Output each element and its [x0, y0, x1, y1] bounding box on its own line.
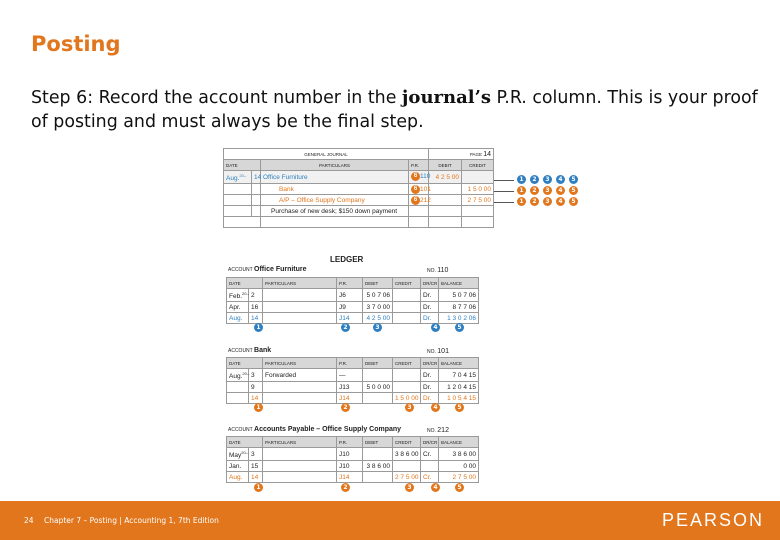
table-row [227, 313, 479, 324]
ledger-date-day: 3 [249, 448, 263, 461]
ledger-header-credit: CREDIT [393, 278, 421, 289]
ledger-date-month: Aug.$^{20--}$ [227, 369, 249, 382]
journal-date-day [252, 184, 261, 195]
account-number: 110 [437, 267, 449, 274]
journal-date-month [224, 195, 252, 206]
ledger-balance: 3 8 6 00 [439, 448, 479, 461]
ledger-header-pr: P.R. [337, 278, 363, 289]
account-name: Accounts Payable – Office Supply Company [254, 426, 402, 433]
ledger-pr: J14 [337, 393, 363, 404]
ledger-drcr: Dr. [421, 313, 439, 324]
ledger-pr: J6 [337, 289, 363, 302]
ledger-date-year: 20-- [242, 371, 250, 376]
journal-pr [409, 206, 429, 217]
ledger-credit: 3 8 6 00 [393, 448, 421, 461]
journal-arrow-markers-row-1 [517, 175, 582, 184]
journal-debit [429, 195, 462, 206]
arrow-line [494, 191, 514, 192]
body-text-pre: Step 6: Record the account number in the [31, 88, 402, 108]
slide-number: 24 [24, 516, 34, 525]
ledger-date-month: Apr. [227, 302, 249, 313]
ledger-header-balance: BALANCE [439, 358, 479, 369]
step-marker: 5 [569, 197, 578, 206]
ledger-balance: 2 7 5 00 [439, 472, 479, 483]
journal-arrow-markers-row-2 [517, 186, 582, 195]
ledger-date-day: 9 [249, 382, 263, 393]
table-row [227, 369, 479, 382]
ledger-particulars [263, 313, 337, 324]
ledger-drcr: Dr. [421, 393, 439, 404]
account-number: 101 [437, 348, 449, 355]
ledger-drcr: Dr. [421, 369, 439, 382]
step-marker: 3 [543, 175, 552, 184]
step-marker: 2 [530, 175, 539, 184]
journal-date-year: 20-- [239, 173, 247, 178]
ledger-debit: 5 0 7 06 [363, 289, 393, 302]
ledger-header-particulars: PARTICULARS [263, 437, 337, 448]
step-marker: 4 [556, 197, 565, 206]
table-row [227, 461, 479, 472]
ledger-date-day: 14 [249, 393, 263, 404]
journal-header-credit: CREDIT [462, 160, 494, 171]
ledger-date-day: 14 [249, 313, 263, 324]
general-journal [223, 148, 493, 230]
step-marker: 5 [455, 483, 464, 492]
step-marker: 2 [530, 186, 539, 195]
journal-row [224, 206, 494, 217]
journal-row [224, 195, 494, 206]
ledger-date-year: 20-- [242, 291, 250, 296]
body-text-post: P.R. column. This is your proof of posting and must always be the final step. [31, 88, 758, 132]
ledger-date-month [227, 382, 249, 393]
step-6-marker: 6 [411, 196, 420, 205]
step-marker: 1 [517, 186, 526, 195]
ledger-header-debit: DEBIT [363, 358, 393, 369]
journal-debit [429, 206, 462, 217]
ledger-drcr: Cr. [421, 472, 439, 483]
step-marker: 2 [341, 483, 350, 492]
ledger-header-particulars: PARTICULARS [263, 358, 337, 369]
table-row [227, 472, 479, 483]
step-marker: 4 [431, 323, 440, 332]
ledger-header-particulars: PARTICULARS [263, 278, 337, 289]
ledger-debit: 4 2 5 00 [363, 313, 393, 324]
step-marker: 1 [517, 197, 526, 206]
ledger-drcr [421, 461, 439, 472]
step-marker: 1 [254, 323, 263, 332]
ledger-header-debit: DEBIT [363, 278, 393, 289]
ledger-pr: — [337, 369, 363, 382]
ledger-header-date: DATE [227, 437, 263, 448]
account-header: ACCOUNT Office Furniture NO. 110 [228, 266, 449, 274]
ledger-date-month: Jan. [227, 461, 249, 472]
ledger-date-month [227, 393, 249, 404]
ledger-credit [393, 369, 421, 382]
journal-date-month [224, 206, 252, 217]
ledger-header-drcr: DR/CR [421, 437, 439, 448]
journal-page-label: PAGE [469, 151, 482, 157]
step-marker: 3 [405, 483, 414, 492]
ledger-account-payable [226, 436, 478, 483]
ledger-header-date: DATE [227, 278, 263, 289]
slide-body [31, 86, 761, 134]
step-6-marker: 6 [411, 172, 420, 181]
ledger-date-year: 20-- [241, 450, 249, 455]
step-marker: 4 [556, 186, 565, 195]
ledger-date-day: 15 [249, 461, 263, 472]
journal-particulars: Purchase of new desk; $150 down payment [261, 206, 409, 217]
ledger-pr: J9 [337, 302, 363, 313]
journal-header-date: DATE [224, 160, 261, 171]
journal-pr: 6 110 [409, 171, 429, 184]
ledger-balance: 1 2 0 4 15 [439, 382, 479, 393]
ledger-balance: 1 0 5 4 15 [439, 393, 479, 404]
journal-credit: 2 7 5 00 [462, 195, 494, 206]
ledger-particulars [263, 461, 337, 472]
ledger-date-month: Aug. [227, 472, 249, 483]
journal-header-debit: DEBIT [429, 160, 462, 171]
journal-credit [462, 206, 494, 217]
ledger-debit: 5 0 0 00 [363, 382, 393, 393]
ledger-date-day: 14 [249, 472, 263, 483]
ledger-title: LEDGER [330, 255, 364, 264]
ledger-credit [393, 302, 421, 313]
journal-debit [429, 184, 462, 195]
ledger-debit [363, 472, 393, 483]
ledger-particulars [263, 448, 337, 461]
table-row [227, 393, 479, 404]
ledger-header-pr: P.R. [337, 358, 363, 369]
ledger-particulars [263, 472, 337, 483]
ledger-header-pr: P.R. [337, 437, 363, 448]
arrow-line [494, 180, 514, 181]
ledger-date-month: May$^{20--}$ [227, 448, 249, 461]
journal-row [224, 171, 494, 184]
ledger-pr: J10 [337, 461, 363, 472]
ledger-header-debit: DEBIT [363, 437, 393, 448]
step-marker: 1 [517, 175, 526, 184]
ledger-header-balance: BALANCE [439, 278, 479, 289]
journal-title: GENERAL JOURNAL [304, 151, 348, 157]
body-text-bold: journal’s [401, 87, 491, 108]
ledger-header-balance: BALANCE [439, 437, 479, 448]
ledger-drcr: Dr. [421, 382, 439, 393]
journal-credit [462, 171, 494, 184]
ledger-header-drcr: DR/CR [421, 278, 439, 289]
journal-header-particulars: PARTICULARS [261, 160, 409, 171]
ledger-balance: 7 0 4 15 [439, 369, 479, 382]
step-marker: 3 [543, 186, 552, 195]
account-number: 212 [437, 427, 449, 434]
step-marker: 5 [455, 323, 464, 332]
ledger-credit [393, 461, 421, 472]
ledger-particulars: Forwarded [263, 369, 337, 382]
step-marker: 5 [569, 186, 578, 195]
account-header: ACCOUNT Bank NO. 101 [228, 347, 449, 355]
table-row [227, 382, 479, 393]
ledger-particulars [263, 302, 337, 313]
journal-debit: 4 2 5 00 [429, 171, 462, 184]
ledger-account-office-furniture [226, 277, 478, 324]
ledger-balance: 5 0 7 06 [439, 289, 479, 302]
ledger-date-day: 3 [249, 369, 263, 382]
ledger-credit: 1 5 0 00 [393, 393, 421, 404]
ledger-credit [393, 289, 421, 302]
step-marker: 4 [431, 483, 440, 492]
journal-page-number: 14 [483, 150, 492, 158]
ledger-drcr: Dr. [421, 302, 439, 313]
ledger-particulars [263, 393, 337, 404]
ledger-debit [363, 393, 393, 404]
ledger-pr: J10 [337, 448, 363, 461]
pearson-logo: PEARSON [661, 510, 764, 530]
ledger-header-date: DATE [227, 358, 263, 369]
ledger-date-day: 16 [249, 302, 263, 313]
step-marker: 2 [341, 403, 350, 412]
journal-particulars: Office Furniture [261, 171, 409, 184]
footer-bar [0, 501, 780, 540]
ledger-header-credit: CREDIT [393, 358, 421, 369]
journal-pr: 6 212 [409, 195, 429, 206]
ledger-balance: 1 3 0 2 06 [439, 313, 479, 324]
step-marker: 2 [341, 323, 350, 332]
step-marker: 3 [405, 403, 414, 412]
journal-date-day: 14 [252, 171, 261, 184]
journal-date-day [252, 206, 261, 217]
journal-date-day [252, 195, 261, 206]
account-header: ACCOUNT Accounts Payable – Office Supply Company NO. 212 [228, 426, 449, 434]
ledger-debit [363, 448, 393, 461]
ledger-date-month: Feb.$^{20--}$ [227, 289, 249, 302]
ledger-debit [363, 369, 393, 382]
ledger-particulars [263, 289, 337, 302]
step-marker: 4 [556, 175, 565, 184]
ledger-header-drcr: DR/CR [421, 358, 439, 369]
journal-arrow-markers-row-3 [517, 197, 582, 206]
ledger-header-credit: CREDIT [393, 437, 421, 448]
step-marker: 2 [530, 197, 539, 206]
step-marker: 1 [254, 403, 263, 412]
journal-header-pr: P.R. [409, 160, 429, 171]
ledger-debit: 3 7 0 00 [363, 302, 393, 313]
step-marker: 4 [431, 403, 440, 412]
account-name: Bank [254, 347, 272, 354]
step-marker: 3 [543, 197, 552, 206]
journal-row [224, 184, 494, 195]
ledger-credit [393, 382, 421, 393]
slide-title: Posting [31, 32, 121, 56]
ledger-debit: 3 8 6 00 [363, 461, 393, 472]
ledger-date-day: 2 [249, 289, 263, 302]
account-name: Office Furniture [254, 266, 307, 273]
ledger-pr: J14 [337, 472, 363, 483]
step-marker: 5 [569, 175, 578, 184]
ledger-balance: 0 00 [439, 461, 479, 472]
ledger-credit [393, 313, 421, 324]
journal-pr: 6 101 [409, 184, 429, 195]
ledger-drcr: Dr. [421, 289, 439, 302]
journal-date-month [224, 184, 252, 195]
table-row [227, 289, 479, 302]
ledger-pr: J13 [337, 382, 363, 393]
arrow-line [494, 202, 514, 203]
journal-particulars: Bank [261, 184, 409, 195]
table-row [227, 448, 479, 461]
footer-caption: Chapter 7 – Posting | Accounting 1, 7th Edition [44, 516, 219, 525]
ledger-pr: J14 [337, 313, 363, 324]
step-marker: 1 [254, 483, 263, 492]
step-marker: 3 [373, 323, 382, 332]
ledger-account-bank [226, 357, 478, 404]
ledger-credit: 2 7 5 00 [393, 472, 421, 483]
ledger-particulars [263, 382, 337, 393]
journal-credit: 1 5 0 00 [462, 184, 494, 195]
journal-particulars: A/P – Office Supply Company [261, 195, 409, 206]
ledger-date-month: Aug. [227, 313, 249, 324]
ledger-balance: 8 7 7 06 [439, 302, 479, 313]
table-row [227, 302, 479, 313]
step-marker: 5 [455, 403, 464, 412]
step-6-marker: 6 [411, 185, 420, 194]
ledger-drcr: Cr. [421, 448, 439, 461]
journal-date-month: Aug.$^{20--}$ [224, 171, 252, 184]
